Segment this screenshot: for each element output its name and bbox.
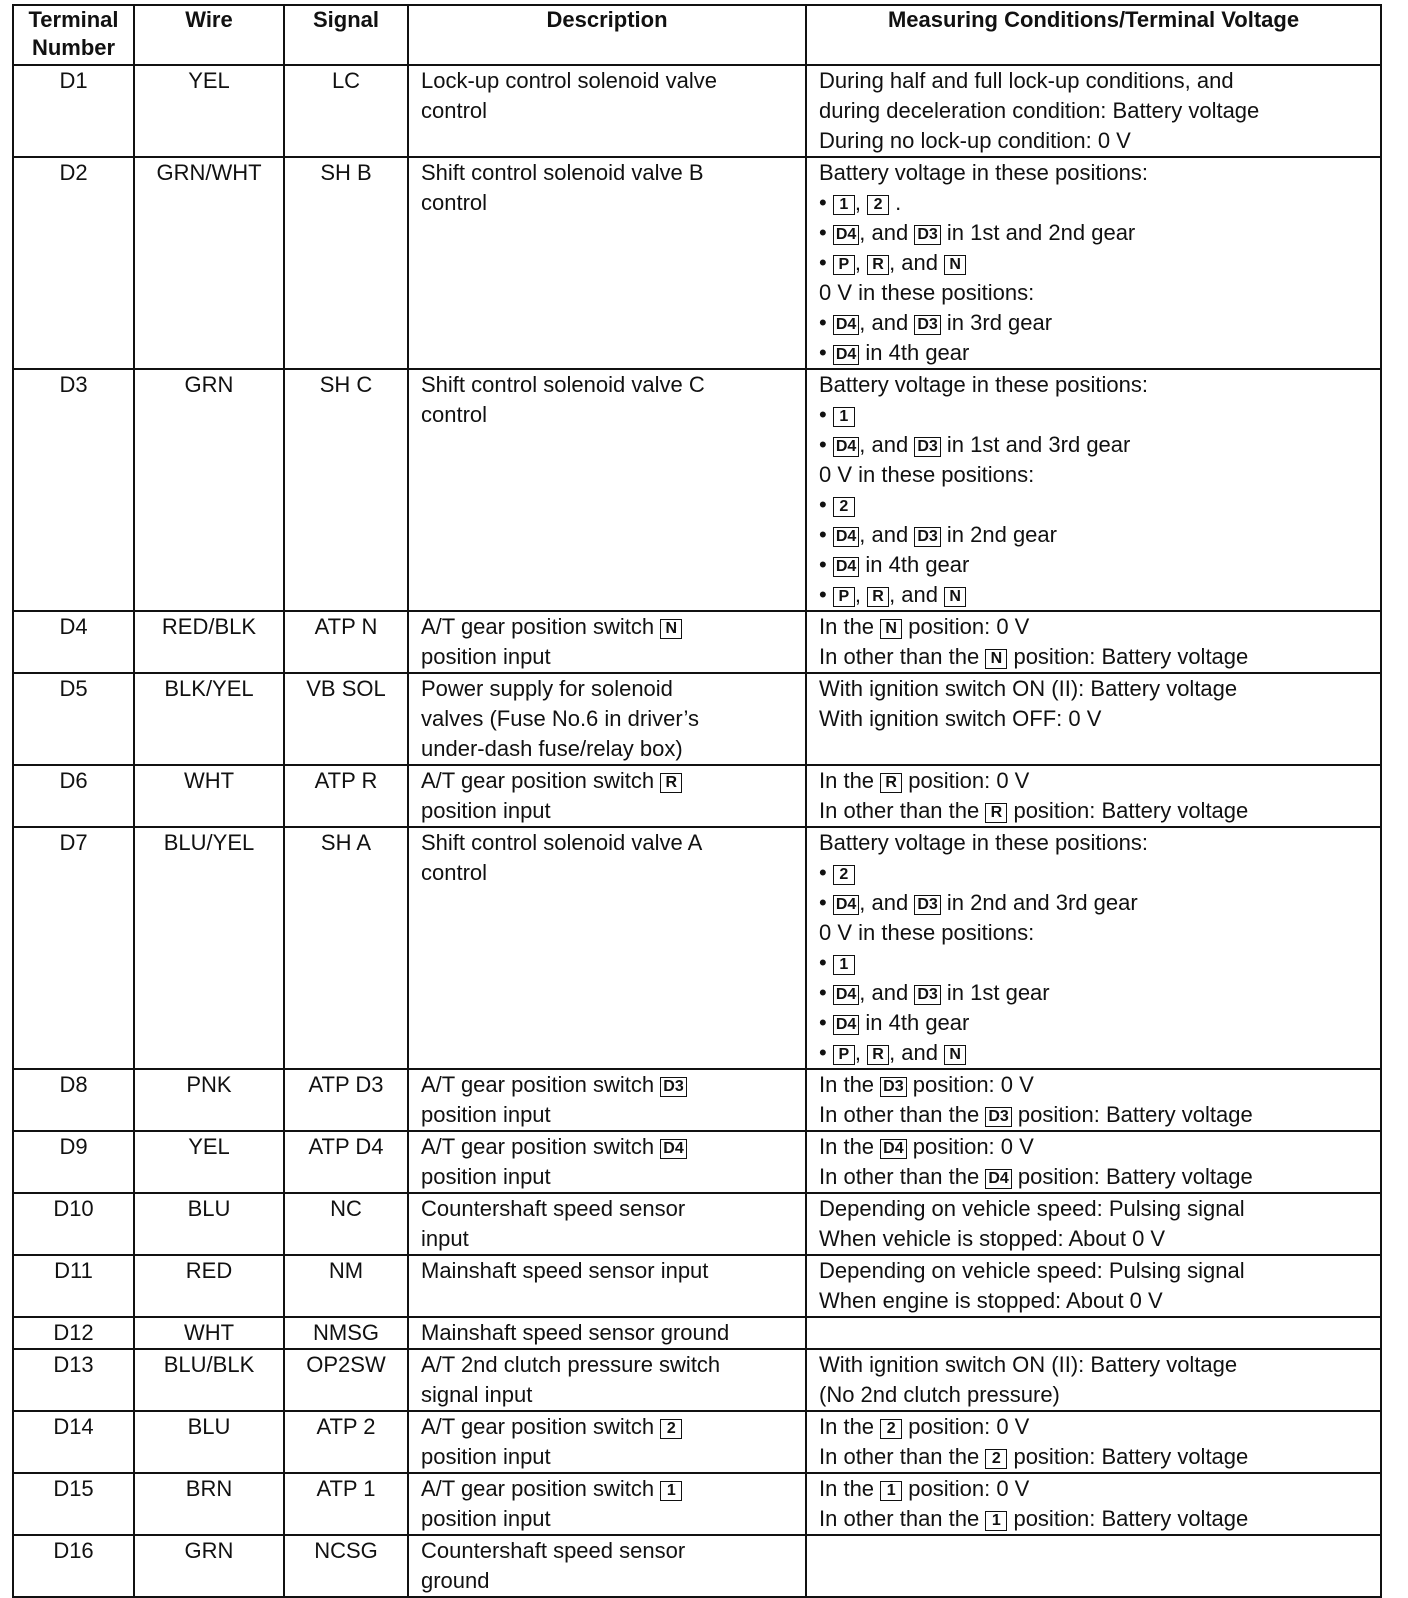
condition-line: Battery voltage in these positions: bbox=[819, 830, 1148, 855]
position-mark: D4 bbox=[833, 985, 859, 1005]
header-conditions: Measuring Conditions/Terminal Voltage bbox=[806, 5, 1381, 65]
wire-cell: BLK/YEL bbox=[134, 673, 284, 765]
table-row bbox=[13, 65, 1381, 157]
condition-line: In the 1 position: 0 V bbox=[819, 1476, 1030, 1501]
condition-line: • D4 , and D3 in 1st and 3rd gear bbox=[819, 432, 1131, 457]
description-line: input bbox=[421, 1226, 469, 1251]
position-mark: D4 bbox=[833, 437, 859, 457]
header-signal: Signal bbox=[284, 5, 408, 65]
header-description: Description bbox=[408, 5, 806, 65]
wire-cell: WHT bbox=[134, 765, 284, 827]
position-mark: 2 bbox=[833, 497, 855, 517]
position-mark: D3 bbox=[914, 225, 940, 245]
position-mark: 1 bbox=[833, 955, 855, 975]
conditions-cell bbox=[806, 1255, 1381, 1317]
description-line: control bbox=[421, 98, 488, 123]
description-line: position input bbox=[421, 1444, 551, 1469]
description-line: control bbox=[421, 190, 488, 215]
table-row bbox=[13, 1473, 1381, 1535]
conditions-cell bbox=[806, 1131, 1381, 1193]
description-line: Countershaft speed sensor bbox=[421, 1538, 686, 1563]
terminal-cell: D10 bbox=[13, 1193, 134, 1255]
description-line: control bbox=[421, 860, 488, 885]
signal-cell: ATP 2 bbox=[284, 1411, 408, 1473]
wire-cell: BLU/YEL bbox=[134, 827, 284, 1069]
position-mark: D3 bbox=[914, 437, 940, 457]
conditions-cell bbox=[806, 1411, 1381, 1473]
position-mark: R bbox=[867, 255, 889, 275]
wire-cell: YEL bbox=[134, 65, 284, 157]
condition-line: Battery voltage in these positions: bbox=[819, 372, 1148, 397]
position-mark: N bbox=[660, 619, 682, 639]
description-line: Power supply for solenoid bbox=[421, 676, 673, 701]
condition-line: With ignition switch OFF: 0 V bbox=[819, 706, 1102, 731]
wire-cell: PNK bbox=[134, 1069, 284, 1131]
condition-line: In other than the N position: Battery voltage bbox=[819, 644, 1249, 669]
table-row bbox=[13, 611, 1381, 673]
condition-line: In the N position: 0 V bbox=[819, 614, 1030, 639]
conditions-cell bbox=[806, 1473, 1381, 1535]
header-row bbox=[13, 5, 1381, 65]
signal-cell: ATP N bbox=[284, 611, 408, 673]
position-mark: D4 bbox=[833, 1015, 859, 1035]
description-line: A/T gear position switch 1 bbox=[421, 1474, 793, 1504]
description-line: position input bbox=[421, 1164, 551, 1189]
position-mark: N bbox=[944, 587, 966, 607]
terminal-cell: D13 bbox=[13, 1349, 134, 1411]
signal-cell: VB SOL bbox=[284, 673, 408, 765]
wire-cell: BLU bbox=[134, 1193, 284, 1255]
signal-cell: LC bbox=[284, 65, 408, 157]
conditions-cell bbox=[806, 611, 1381, 673]
position-mark: N bbox=[880, 619, 902, 639]
conditions-cell bbox=[806, 1193, 1381, 1255]
condition-line: • D4 in 4th gear bbox=[819, 1010, 970, 1035]
signal-cell: SH C bbox=[284, 369, 408, 611]
position-mark: D4 bbox=[660, 1139, 686, 1159]
conditions-cell bbox=[806, 65, 1381, 157]
terminal-table bbox=[12, 4, 1382, 1598]
description-cell bbox=[408, 65, 806, 157]
table-body bbox=[13, 65, 1381, 1597]
description-line: ground bbox=[421, 1568, 490, 1593]
condition-line: In the 2 position: 0 V bbox=[819, 1414, 1030, 1439]
condition-line: With ignition switch ON (II): Battery voltage bbox=[819, 676, 1238, 701]
terminal-cell: D11 bbox=[13, 1255, 134, 1317]
condition-line: during deceleration condition: Battery voltage bbox=[819, 98, 1260, 123]
description-line: Shift control solenoid valve C bbox=[421, 372, 705, 397]
position-mark: D4 bbox=[833, 557, 859, 577]
position-mark: 1 bbox=[833, 407, 855, 427]
position-mark: N bbox=[985, 649, 1007, 669]
position-mark: P bbox=[833, 1045, 855, 1065]
wire-cell: RED/BLK bbox=[134, 611, 284, 673]
description-cell bbox=[408, 157, 806, 369]
header-wire: Wire bbox=[134, 5, 284, 65]
condition-line: In other than the R position: Battery voltage bbox=[819, 798, 1249, 823]
description-line: valves (Fuse No.6 in driver’s bbox=[421, 706, 699, 731]
table-row bbox=[13, 1255, 1381, 1317]
terminal-cell: D1 bbox=[13, 65, 134, 157]
position-mark: D4 bbox=[833, 315, 859, 335]
table-row bbox=[13, 369, 1381, 611]
position-mark: R bbox=[867, 587, 889, 607]
position-mark: 1 bbox=[985, 1511, 1007, 1531]
condition-line: In the D3 position: 0 V bbox=[819, 1072, 1034, 1097]
terminal-cell: D8 bbox=[13, 1069, 134, 1131]
condition-line: • 1 bbox=[819, 948, 1368, 978]
wire-cell: YEL bbox=[134, 1131, 284, 1193]
position-mark: D3 bbox=[914, 985, 940, 1005]
position-mark: N bbox=[944, 255, 966, 275]
condition-line: • P , R , and N bbox=[819, 248, 1368, 278]
wire-cell: WHT bbox=[134, 1317, 284, 1349]
position-mark: 2 bbox=[660, 1419, 682, 1439]
description-line: position input bbox=[421, 1506, 551, 1531]
position-mark: R bbox=[660, 773, 682, 793]
condition-line: During half and full lock-up conditions, and bbox=[819, 68, 1234, 93]
conditions-cell bbox=[806, 1317, 1381, 1349]
wire-cell: GRN bbox=[134, 369, 284, 611]
table-row bbox=[13, 1193, 1381, 1255]
description-line: Shift control solenoid valve A bbox=[421, 830, 703, 855]
header-terminal-number: Terminal Number bbox=[13, 5, 134, 65]
description-line: position input bbox=[421, 798, 551, 823]
position-mark: 1 bbox=[660, 1481, 682, 1501]
condition-line: • D4 , and D3 in 2nd and 3rd gear bbox=[819, 890, 1138, 915]
position-mark: 1 bbox=[880, 1481, 902, 1501]
position-mark: D4 bbox=[833, 225, 859, 245]
wire-cell: GRN/WHT bbox=[134, 157, 284, 369]
position-mark: D4 bbox=[833, 527, 859, 547]
wire-cell: BLU/BLK bbox=[134, 1349, 284, 1411]
position-mark: R bbox=[880, 773, 902, 793]
condition-line: Depending on vehicle speed: Pulsing signal bbox=[819, 1258, 1245, 1283]
condition-line: • P , R , and N bbox=[819, 580, 1368, 610]
description-cell bbox=[408, 1473, 806, 1535]
description-line: Shift control solenoid valve B bbox=[421, 160, 704, 185]
description-line: under-dash fuse/relay box) bbox=[421, 736, 683, 761]
description-line: position input bbox=[421, 1102, 551, 1127]
conditions-cell bbox=[806, 765, 1381, 827]
position-mark: 2 bbox=[880, 1419, 902, 1439]
signal-cell: ATP D3 bbox=[284, 1069, 408, 1131]
description-cell bbox=[408, 1349, 806, 1411]
table-row bbox=[13, 1535, 1381, 1597]
condition-line: In other than the D4 position: Battery voltage bbox=[819, 1164, 1253, 1189]
position-mark: 2 bbox=[833, 865, 855, 885]
description-line: A/T gear position switch 2 bbox=[421, 1412, 793, 1442]
table-row bbox=[13, 827, 1381, 1069]
terminal-cell: D3 bbox=[13, 369, 134, 611]
table-row bbox=[13, 1317, 1381, 1349]
wire-cell: RED bbox=[134, 1255, 284, 1317]
signal-cell: SH A bbox=[284, 827, 408, 1069]
signal-cell: NMSG bbox=[284, 1317, 408, 1349]
description-cell bbox=[408, 1131, 806, 1193]
table-row bbox=[13, 1069, 1381, 1131]
table-row bbox=[13, 765, 1381, 827]
signal-cell: ATP D4 bbox=[284, 1131, 408, 1193]
position-mark: D3 bbox=[880, 1077, 906, 1097]
description-cell bbox=[408, 611, 806, 673]
condition-line: When vehicle is stopped: About 0 V bbox=[819, 1226, 1166, 1251]
position-mark: D3 bbox=[914, 895, 940, 915]
terminal-cell: D9 bbox=[13, 1131, 134, 1193]
condition-line: In other than the 1 position: Battery voltage bbox=[819, 1506, 1249, 1531]
table-row bbox=[13, 157, 1381, 369]
condition-line: In other than the 2 position: Battery voltage bbox=[819, 1444, 1249, 1469]
signal-cell: NC bbox=[284, 1193, 408, 1255]
conditions-cell bbox=[806, 673, 1381, 765]
description-cell bbox=[408, 1255, 806, 1317]
condition-line: 0 V in these positions: bbox=[819, 462, 1035, 487]
position-mark: D3 bbox=[985, 1107, 1011, 1127]
position-mark: 2 bbox=[985, 1449, 1007, 1469]
description-line: A/T gear position switch R bbox=[421, 766, 793, 796]
condition-line: Battery voltage in these positions: bbox=[819, 160, 1148, 185]
description-cell bbox=[408, 1193, 806, 1255]
condition-line: In the R position: 0 V bbox=[819, 768, 1030, 793]
position-mark: 1 bbox=[833, 195, 855, 215]
signal-cell: NCSG bbox=[284, 1535, 408, 1597]
description-cell bbox=[408, 827, 806, 1069]
description-line: Countershaft speed sensor bbox=[421, 1196, 686, 1221]
terminal-cell: D4 bbox=[13, 611, 134, 673]
condition-line: • D4 in 4th gear bbox=[819, 552, 970, 577]
description-line: Mainshaft speed sensor input bbox=[421, 1258, 709, 1283]
position-mark: N bbox=[944, 1045, 966, 1065]
condition-line: Depending on vehicle speed: Pulsing signal bbox=[819, 1196, 1245, 1221]
description-line: control bbox=[421, 402, 488, 427]
table-row bbox=[13, 673, 1381, 765]
terminal-cell: D6 bbox=[13, 765, 134, 827]
condition-line: • P , R , and N bbox=[819, 1038, 1368, 1068]
conditions-cell bbox=[806, 157, 1381, 369]
description-line: position input bbox=[421, 644, 551, 669]
position-mark: D4 bbox=[985, 1169, 1011, 1189]
condition-line: In other than the D3 position: Battery voltage bbox=[819, 1102, 1253, 1127]
table-row bbox=[13, 1131, 1381, 1193]
description-line: signal input bbox=[421, 1382, 533, 1407]
table-row bbox=[13, 1349, 1381, 1411]
condition-line: • D4 , and D3 in 3rd gear bbox=[819, 310, 1053, 335]
description-cell bbox=[408, 765, 806, 827]
position-mark: R bbox=[985, 803, 1007, 823]
wire-cell: BLU bbox=[134, 1411, 284, 1473]
condition-line: • 2 bbox=[819, 490, 1368, 520]
wire-cell: GRN bbox=[134, 1535, 284, 1597]
condition-line: • D4 , and D3 in 1st and 2nd gear bbox=[819, 220, 1136, 245]
condition-line: (No 2nd clutch pressure) bbox=[819, 1382, 1060, 1407]
description-cell bbox=[408, 1535, 806, 1597]
description-line: A/T gear position switch D4 bbox=[421, 1132, 793, 1162]
condition-line: • D4 in 4th gear bbox=[819, 340, 970, 365]
condition-line: During no lock-up condition: 0 V bbox=[819, 128, 1131, 153]
position-mark: D3 bbox=[660, 1077, 686, 1097]
position-mark: P bbox=[833, 255, 855, 275]
condition-line: When engine is stopped: About 0 V bbox=[819, 1288, 1163, 1313]
terminal-cell: D15 bbox=[13, 1473, 134, 1535]
position-mark: D4 bbox=[833, 895, 859, 915]
condition-line: • D4 , and D3 in 2nd gear bbox=[819, 522, 1057, 547]
description-line: Mainshaft speed sensor ground bbox=[421, 1320, 730, 1345]
terminal-cell: D12 bbox=[13, 1317, 134, 1349]
description-cell bbox=[408, 1069, 806, 1131]
description-line: Lock-up control solenoid valve bbox=[421, 68, 717, 93]
condition-line: 0 V in these positions: bbox=[819, 280, 1035, 305]
condition-line: In the D4 position: 0 V bbox=[819, 1134, 1034, 1159]
condition-line: • 1 , 2 . bbox=[819, 190, 902, 215]
signal-cell: SH B bbox=[284, 157, 408, 369]
conditions-cell bbox=[806, 1349, 1381, 1411]
description-line: A/T gear position switch N bbox=[421, 612, 793, 642]
signal-cell: NM bbox=[284, 1255, 408, 1317]
condition-line: • 2 bbox=[819, 858, 1368, 888]
conditions-cell bbox=[806, 369, 1381, 611]
condition-line: • 1 bbox=[819, 400, 1368, 430]
signal-cell: ATP R bbox=[284, 765, 408, 827]
table-row bbox=[13, 1411, 1381, 1473]
condition-line: 0 V in these positions: bbox=[819, 920, 1035, 945]
position-mark: D3 bbox=[914, 527, 940, 547]
position-mark: P bbox=[833, 587, 855, 607]
position-mark: 2 bbox=[867, 195, 889, 215]
description-cell bbox=[408, 673, 806, 765]
position-mark: R bbox=[867, 1045, 889, 1065]
description-line: A/T 2nd clutch pressure switch bbox=[421, 1352, 721, 1377]
wire-cell: BRN bbox=[134, 1473, 284, 1535]
conditions-cell bbox=[806, 827, 1381, 1069]
terminal-cell: D7 bbox=[13, 827, 134, 1069]
position-mark: D3 bbox=[914, 315, 940, 335]
terminal-cell: D2 bbox=[13, 157, 134, 369]
terminal-cell: D16 bbox=[13, 1535, 134, 1597]
condition-line: • D4 , and D3 in 1st gear bbox=[819, 980, 1050, 1005]
conditions-cell bbox=[806, 1535, 1381, 1597]
position-mark: D4 bbox=[833, 345, 859, 365]
signal-cell: ATP 1 bbox=[284, 1473, 408, 1535]
position-mark: D4 bbox=[880, 1139, 906, 1159]
condition-line: With ignition switch ON (II): Battery voltage bbox=[819, 1352, 1238, 1377]
description-cell bbox=[408, 369, 806, 611]
description-cell bbox=[408, 1317, 806, 1349]
description-cell bbox=[408, 1411, 806, 1473]
terminal-cell: D5 bbox=[13, 673, 134, 765]
signal-cell: OP2SW bbox=[284, 1349, 408, 1411]
terminal-cell: D14 bbox=[13, 1411, 134, 1473]
conditions-cell bbox=[806, 1069, 1381, 1131]
description-line: A/T gear position switch D3 bbox=[421, 1070, 793, 1100]
